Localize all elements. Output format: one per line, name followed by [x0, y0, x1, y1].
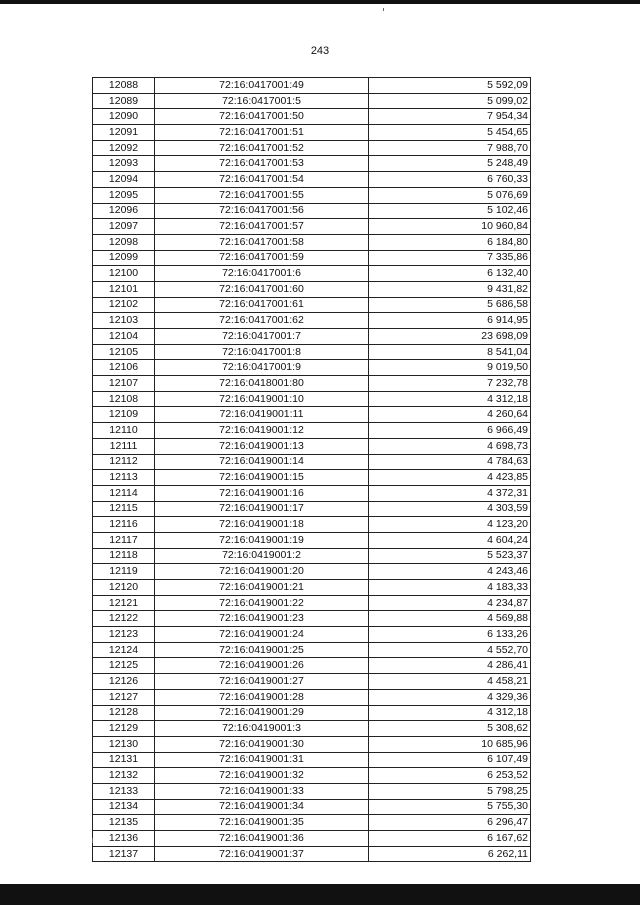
value-cell: 10 960,84: [369, 219, 531, 235]
row-number-cell: 12135: [93, 815, 155, 831]
row-number-cell: 12103: [93, 313, 155, 329]
row-number-cell: 12104: [93, 329, 155, 345]
value-cell: 4 312,18: [369, 705, 531, 721]
cadastral-number-cell: 72:16:0419001:17: [155, 501, 369, 517]
value-cell: 5 102,46: [369, 203, 531, 219]
table-row: [93, 564, 531, 580]
table-row: [93, 219, 531, 235]
value-cell: 5 755,30: [369, 799, 531, 815]
cadastral-number-cell: 72:16:0419001:10: [155, 391, 369, 407]
table-row: [93, 752, 531, 768]
table-row: [93, 831, 531, 847]
row-number-cell: 12089: [93, 93, 155, 109]
value-cell: 6 107,49: [369, 752, 531, 768]
cadastral-number-cell: 72:16:0417001:53: [155, 156, 369, 172]
value-cell: 5 686,58: [369, 297, 531, 313]
value-cell: 5 308,62: [369, 721, 531, 737]
cadastral-number-cell: 72:16:0419001:13: [155, 438, 369, 454]
table-row: [93, 156, 531, 172]
value-cell: 4 552,70: [369, 642, 531, 658]
cadastral-number-cell: 72:16:0417001:59: [155, 250, 369, 266]
value-cell: 4 312,18: [369, 391, 531, 407]
table-row: [93, 344, 531, 360]
cadastral-number-cell: 72:16:0419001:31: [155, 752, 369, 768]
row-number-cell: 12134: [93, 799, 155, 815]
value-cell: 10 685,96: [369, 736, 531, 752]
table-body: [93, 78, 531, 862]
value-cell: 7 232,78: [369, 376, 531, 392]
cadastral-number-cell: 72:16:0417001:54: [155, 172, 369, 188]
value-cell: 4 698,73: [369, 438, 531, 454]
cadastral-number-cell: 72:16:0419001:34: [155, 799, 369, 815]
value-cell: 4 183,33: [369, 580, 531, 596]
cadastral-number-cell: 72:16:0419001:20: [155, 564, 369, 580]
table-row: [93, 234, 531, 250]
value-cell: 9 019,50: [369, 360, 531, 376]
table-row: [93, 595, 531, 611]
row-number-cell: 12117: [93, 532, 155, 548]
table-row: [93, 485, 531, 501]
table-row: [93, 548, 531, 564]
row-number-cell: 12124: [93, 642, 155, 658]
value-cell: 5 592,09: [369, 78, 531, 94]
cadastral-number-cell: 72:16:0418001:80: [155, 376, 369, 392]
table-row: [93, 517, 531, 533]
cadastral-number-cell: 72:16:0419001:19: [155, 532, 369, 548]
value-cell: 8 541,04: [369, 344, 531, 360]
row-number-cell: 12114: [93, 485, 155, 501]
value-cell: 4 569,88: [369, 611, 531, 627]
row-number-cell: 12099: [93, 250, 155, 266]
table-row: [93, 642, 531, 658]
cadastral-number-cell: 72:16:0419001:3: [155, 721, 369, 737]
cadastral-number-cell: 72:16:0417001:51: [155, 125, 369, 141]
row-number-cell: 12101: [93, 281, 155, 297]
cadastral-number-cell: 72:16:0419001:29: [155, 705, 369, 721]
cadastral-number-cell: 72:16:0419001:2: [155, 548, 369, 564]
cadastral-number-cell: 72:16:0419001:23: [155, 611, 369, 627]
table-row: [93, 172, 531, 188]
value-cell: 5 798,25: [369, 783, 531, 799]
table-row: [93, 266, 531, 282]
table-row: [93, 329, 531, 345]
cadastral-number-cell: 72:16:0417001:49: [155, 78, 369, 94]
cadastral-number-cell: 72:16:0417001:62: [155, 313, 369, 329]
value-cell: 4 303,59: [369, 501, 531, 517]
row-number-cell: 12115: [93, 501, 155, 517]
row-number-cell: 12132: [93, 768, 155, 784]
table-row: [93, 736, 531, 752]
row-number-cell: 12125: [93, 658, 155, 674]
table-row: [93, 815, 531, 831]
scan-mark: [92, 838, 93, 843]
row-number-cell: 12129: [93, 721, 155, 737]
cadastral-number-cell: 72:16:0419001:26: [155, 658, 369, 674]
table-row: [93, 658, 531, 674]
value-cell: 5 076,69: [369, 187, 531, 203]
scan-bottom-edge: [0, 884, 640, 905]
table-row: [93, 846, 531, 862]
cadastral-number-cell: 72:16:0417001:8: [155, 344, 369, 360]
row-number-cell: 12106: [93, 360, 155, 376]
row-number-cell: 12108: [93, 391, 155, 407]
row-number-cell: 12090: [93, 109, 155, 125]
value-cell: 4 423,85: [369, 470, 531, 486]
table-row: [93, 376, 531, 392]
table-row: [93, 281, 531, 297]
row-number-cell: 12121: [93, 595, 155, 611]
value-cell: 6 184,80: [369, 234, 531, 250]
scan-top-edge: [0, 0, 640, 4]
value-cell: 4 123,20: [369, 517, 531, 533]
value-cell: 5 523,37: [369, 548, 531, 564]
value-cell: 4 234,87: [369, 595, 531, 611]
table-row: [93, 250, 531, 266]
cadastral-number-cell: 72:16:0417001:50: [155, 109, 369, 125]
value-cell: 4 784,63: [369, 454, 531, 470]
cadastral-number-cell: 72:16:0417001:60: [155, 281, 369, 297]
value-cell: 7 954,34: [369, 109, 531, 125]
table-row: [93, 391, 531, 407]
cadastral-number-cell: 72:16:0419001:12: [155, 423, 369, 439]
table-row: [93, 187, 531, 203]
table-row: [93, 501, 531, 517]
cadastral-number-cell: 72:16:0419001:35: [155, 815, 369, 831]
table-row: [93, 454, 531, 470]
row-number-cell: 12100: [93, 266, 155, 282]
cadastral-number-cell: 72:16:0419001:28: [155, 689, 369, 705]
cadastral-number-cell: 72:16:0419001:24: [155, 627, 369, 643]
value-cell: 5 454,65: [369, 125, 531, 141]
table-row: [93, 611, 531, 627]
value-cell: 6 132,40: [369, 266, 531, 282]
row-number-cell: 12137: [93, 846, 155, 862]
cadastral-number-cell: 72:16:0419001:25: [155, 642, 369, 658]
row-number-cell: 12133: [93, 783, 155, 799]
table-row: [93, 689, 531, 705]
table-row: [93, 140, 531, 156]
table-row: [93, 93, 531, 109]
table-row: [93, 313, 531, 329]
value-cell: 7 988,70: [369, 140, 531, 156]
table-row: [93, 109, 531, 125]
value-cell: 23 698,09: [369, 329, 531, 345]
cadastral-number-cell: 72:16:0419001:16: [155, 485, 369, 501]
row-number-cell: 12130: [93, 736, 155, 752]
table-row: [93, 203, 531, 219]
row-number-cell: 12126: [93, 674, 155, 690]
table-row: [93, 580, 531, 596]
cadastral-number-cell: 72:16:0417001:57: [155, 219, 369, 235]
row-number-cell: 12111: [93, 438, 155, 454]
cadastral-number-cell: 72:16:0419001:22: [155, 595, 369, 611]
value-cell: 6 167,62: [369, 831, 531, 847]
cadastral-number-cell: 72:16:0419001:33: [155, 783, 369, 799]
cadastral-number-cell: 72:16:0417001:52: [155, 140, 369, 156]
cadastral-number-cell: 72:16:0419001:30: [155, 736, 369, 752]
table-row: [93, 407, 531, 423]
row-number-cell: 12127: [93, 689, 155, 705]
cadastral-number-cell: 72:16:0419001:15: [155, 470, 369, 486]
value-cell: 6 966,49: [369, 423, 531, 439]
cadastral-number-cell: 72:16:0417001:6: [155, 266, 369, 282]
row-number-cell: 12119: [93, 564, 155, 580]
page-number: 243: [310, 45, 330, 57]
cadastral-number-cell: 72:16:0419001:27: [155, 674, 369, 690]
value-cell: 9 431,82: [369, 281, 531, 297]
value-cell: 6 253,52: [369, 768, 531, 784]
value-cell: 4 286,41: [369, 658, 531, 674]
value-cell: 4 329,36: [369, 689, 531, 705]
table-row: [93, 78, 531, 94]
cadastral-number-cell: 72:16:0419001:32: [155, 768, 369, 784]
cadastral-number-cell: 72:16:0419001:37: [155, 846, 369, 862]
row-number-cell: 12107: [93, 376, 155, 392]
value-cell: 7 335,86: [369, 250, 531, 266]
value-cell: 6 133,26: [369, 627, 531, 643]
table-row: [93, 674, 531, 690]
row-number-cell: 12096: [93, 203, 155, 219]
value-cell: 6 914,95: [369, 313, 531, 329]
row-number-cell: 12091: [93, 125, 155, 141]
row-number-cell: 12123: [93, 627, 155, 643]
row-number-cell: 12098: [93, 234, 155, 250]
cadastral-number-cell: 72:16:0419001:36: [155, 831, 369, 847]
table-row: [93, 423, 531, 439]
row-number-cell: 12113: [93, 470, 155, 486]
row-number-cell: 12116: [93, 517, 155, 533]
table-row: [93, 532, 531, 548]
cadastral-number-cell: 72:16:0419001:21: [155, 580, 369, 596]
row-number-cell: 12136: [93, 831, 155, 847]
row-number-cell: 12094: [93, 172, 155, 188]
value-cell: 5 099,02: [369, 93, 531, 109]
row-number-cell: 12109: [93, 407, 155, 423]
table-row: [93, 438, 531, 454]
value-cell: 4 458,21: [369, 674, 531, 690]
cadastral-number-cell: 72:16:0417001:9: [155, 360, 369, 376]
row-number-cell: 12120: [93, 580, 155, 596]
value-cell: 5 248,49: [369, 156, 531, 172]
table-row: [93, 721, 531, 737]
value-cell: 4 260,64: [369, 407, 531, 423]
table-row: [93, 799, 531, 815]
row-number-cell: 12105: [93, 344, 155, 360]
cadastral-number-cell: 72:16:0419001:14: [155, 454, 369, 470]
value-cell: 6 760,33: [369, 172, 531, 188]
table-row: [93, 768, 531, 784]
table-row: [93, 783, 531, 799]
table-row: [93, 125, 531, 141]
row-number-cell: 12102: [93, 297, 155, 313]
table-row: [93, 627, 531, 643]
table-row: [93, 470, 531, 486]
row-number-cell: 12097: [93, 219, 155, 235]
value-cell: 6 296,47: [369, 815, 531, 831]
cadastral-number-cell: 72:16:0417001:7: [155, 329, 369, 345]
row-number-cell: 12112: [93, 454, 155, 470]
row-number-cell: 12093: [93, 156, 155, 172]
value-cell: 4 604,24: [369, 532, 531, 548]
row-number-cell: 12092: [93, 140, 155, 156]
row-number-cell: 12128: [93, 705, 155, 721]
table-row: [93, 360, 531, 376]
cadastral-number-cell: 72:16:0417001:58: [155, 234, 369, 250]
cadastral-number-cell: 72:16:0417001:5: [155, 93, 369, 109]
table-row: [93, 705, 531, 721]
cadastral-number-cell: 72:16:0419001:18: [155, 517, 369, 533]
row-number-cell: 12095: [93, 187, 155, 203]
table-row: [93, 297, 531, 313]
value-cell: 4 372,31: [369, 485, 531, 501]
row-number-cell: 12118: [93, 548, 155, 564]
row-number-cell: 12122: [93, 611, 155, 627]
cadastral-number-cell: 72:16:0419001:11: [155, 407, 369, 423]
value-cell: 6 262,11: [369, 846, 531, 862]
value-cell: 4 243,46: [369, 564, 531, 580]
cadastral-number-cell: 72:16:0417001:55: [155, 187, 369, 203]
scan-mark: [383, 8, 384, 11]
cadastral-number-cell: 72:16:0417001:56: [155, 203, 369, 219]
cadastral-value-table: [92, 77, 531, 862]
row-number-cell: 12110: [93, 423, 155, 439]
cadastral-number-cell: 72:16:0417001:61: [155, 297, 369, 313]
row-number-cell: 12131: [93, 752, 155, 768]
row-number-cell: 12088: [93, 78, 155, 94]
